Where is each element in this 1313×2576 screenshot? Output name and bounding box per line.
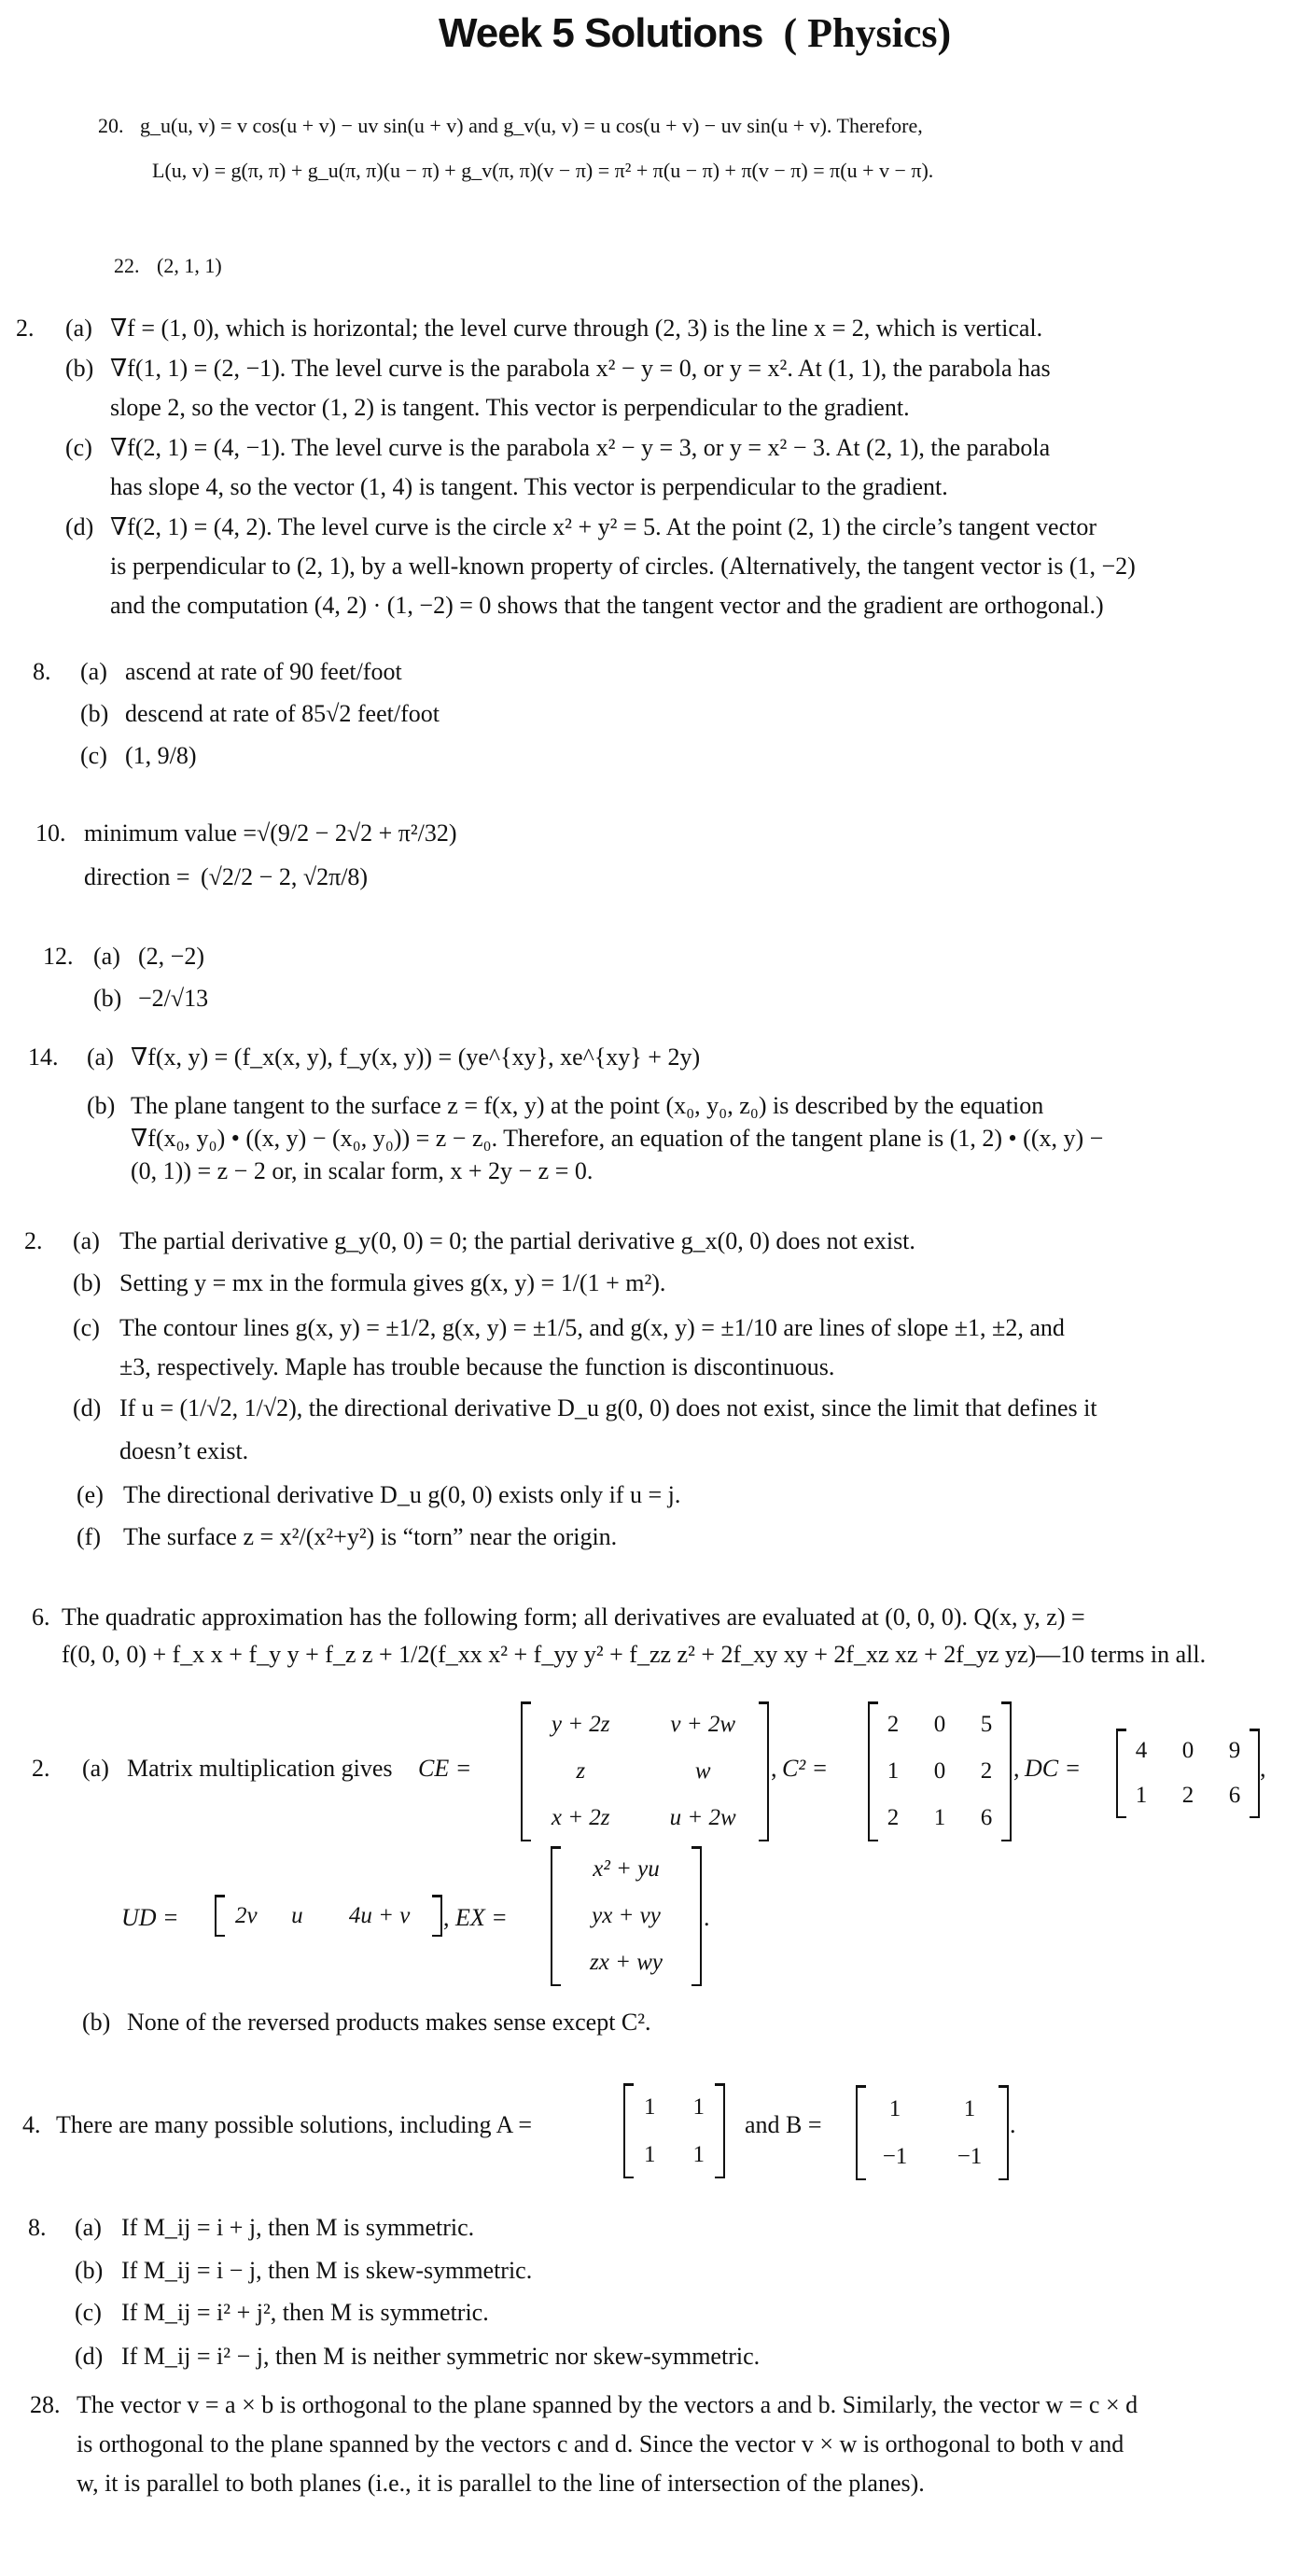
matrix-row (1118, 1773, 1258, 1818)
problem-line: The vector v = a × b is orthogonal to the plane spanned by the vectors a and b. Similarly, the vector w = c × d (77, 2391, 1138, 2418)
part-label: (a) (80, 658, 107, 685)
part-text: If M_ij = i − j, then M is skew-symmetric. (121, 2257, 533, 2284)
matrix-row (552, 1939, 700, 1986)
matrix-cell: 1 (644, 2141, 656, 2167)
part-label: (a) (82, 1755, 109, 1782)
matrix-cell: 1 (644, 2093, 656, 2120)
part-label: (b) (75, 2257, 104, 2284)
matrix-cell: 0 (933, 1712, 946, 1737)
problem-number: 12. (43, 943, 74, 970)
matrix-row (858, 2133, 1007, 2180)
part-line: If u = (1/√2, 1/√2), the directional derivative D_u g(0, 0) does not exist, since the limit that defines it (119, 1394, 1097, 1421)
matrix-cell: 2 (1181, 1783, 1194, 1808)
part-label: (e) (77, 1481, 104, 1508)
bracket-cap (1001, 1701, 1010, 1704)
part-text: None of the reversed products makes sense except C². (127, 2009, 651, 2036)
matrix-row (625, 2131, 723, 2178)
part-text: If M_ij = i² + j², then M is symmetric. (121, 2299, 489, 2326)
bracket-cap (432, 1895, 440, 1897)
bracket-cap (523, 1701, 531, 1704)
matrix-cell: u (291, 1902, 303, 1928)
matrix-cell: x² + yu (593, 1856, 660, 1882)
matrix-row (217, 1895, 440, 1937)
part-text: Matrix multiplication gives (127, 1755, 393, 1782)
matrix-cell: 2 (887, 1712, 900, 1737)
problem-line: f(0, 0, 0) + f_x x + f_y y + f_z z + 1/2(f_xx x² + f_yy y² + f_zz z² + 2f_xy xy + 2f_xz xz + 2f_yz yz)—10 terms in all. (62, 1641, 1207, 1668)
problem-number: 22. (114, 254, 140, 277)
bracket-cap (999, 2178, 1007, 2181)
part-line: The plane tangent to the surface z = f(x, y) at the point (x₀, y₀, z₀) is described by the equation (131, 1092, 1044, 1119)
bracket-cap (1001, 1840, 1010, 1842)
bracket-cap (759, 1840, 767, 1842)
matrix-cell: 2 (887, 1805, 900, 1830)
bracket-cap (552, 1846, 561, 1849)
part-label: (a) (87, 1043, 114, 1071)
part-text: descend at rate of 85√2 feet/foot (125, 700, 440, 727)
matrix-dc (1116, 1729, 1260, 1818)
part-line: ∇f(2, 1) = (4, 2). The level curve is the circle x² + y² = 5. At the point (2, 1) the circle’s tangent vector (110, 513, 1096, 540)
matrix-row (625, 2083, 723, 2131)
part-label: (d) (65, 513, 94, 540)
bracket-cap (715, 2177, 723, 2179)
part-label: (c) (65, 434, 92, 461)
matrix-cell: 1 (887, 1758, 900, 1784)
matrix-cell: 1 (933, 1805, 946, 1830)
part-line: and the computation (4, 2) · (1, −2) = 0 shows that the tangent vector and the gradient are orthogonal.) (110, 592, 1104, 619)
part-text: If M_ij = i² − j, then M is neither symmetric nor skew-symmetric. (121, 2343, 761, 2370)
direction-label: direction = (84, 863, 190, 890)
matrix-ex (551, 1846, 702, 1986)
part-text: (2, −2) (138, 943, 204, 970)
bracket-cap (217, 1895, 225, 1897)
part-text: If M_ij = i + j, then M is symmetric. (121, 2214, 475, 2241)
problem-line: is orthogonal to the plane spanned by the vectors c and d. Since the vector v × w is orthogonal to both v and (77, 2430, 1124, 2457)
bracket-cap (1250, 1816, 1258, 1819)
part-label: (c) (75, 2299, 102, 2326)
part-line: ∇f(1, 1) = (2, −1). The level curve is the parabola x² − y = 0, or y = x². At (1, 1), the parabola has (110, 355, 1051, 382)
bracket-cap (432, 1935, 440, 1938)
part-label: (b) (87, 1092, 116, 1119)
matrix-name-ce: CE = (418, 1755, 472, 1782)
part-label: (a) (93, 943, 120, 970)
part-line: ∇f(x₀, y₀) • ((x, y) − (x₀, y₀)) = z − z₀. Therefore, an equation of the tangent plane is (1, 2) • ((x, y) − (131, 1125, 1104, 1152)
bracket-cap (552, 1984, 561, 1987)
part-label: (f) (77, 1523, 101, 1550)
matrix-cell: 2 (980, 1758, 993, 1784)
bracket-cap (625, 2083, 634, 2086)
part-line: (0, 1)) = z − 2 or, in scalar form, x + 2y − z = 0. (131, 1157, 594, 1184)
matrix-row (552, 1846, 700, 1893)
part-text: ascend at rate of 90 feet/foot (125, 658, 402, 685)
matrix-row (858, 2085, 1007, 2133)
matrix-cell: zx + wy (590, 1950, 663, 1975)
min-value-label: minimum value = (84, 819, 258, 847)
part-text: (1, 9/8) (125, 742, 197, 769)
title-subject: ( Physics) (783, 10, 952, 56)
part-label: (b) (82, 2009, 111, 2036)
matrix-cell: z (576, 1758, 586, 1784)
matrix-row (552, 1893, 700, 1939)
problem-number: 2. (24, 1227, 43, 1254)
part-label: (b) (65, 355, 94, 382)
part-line: The partial derivative g_y(0, 0) = 0; the partial derivative g_x(0, 0) does not exist. (119, 1227, 915, 1254)
matrix-row (870, 1748, 1010, 1795)
matrix-row (870, 1701, 1010, 1748)
bracket-cap (858, 2085, 866, 2088)
matrix-cell: −1 (957, 2143, 983, 2169)
matrix-row (523, 1795, 767, 1841)
problem-number: 4. (22, 2111, 41, 2138)
problem-line: L(u, v) = g(π, π) + g_u(π, π)(u − π) + g_v(π, π)(v − π) = π² + π(u − π) + π(v − π) = π(u + v − π). (152, 159, 934, 182)
bracket-cap (1118, 1729, 1126, 1731)
matrix-cell: w (694, 1758, 711, 1784)
matrix-cell: 1 (692, 2141, 705, 2167)
problem-number: 14. (28, 1043, 59, 1071)
bracket-cap (691, 1984, 700, 1987)
problem-number: 20. (98, 114, 124, 137)
bracket-cap (1118, 1816, 1126, 1819)
part-line: ∇f(2, 1) = (4, −1). The level curve is the parabola x² − y = 3, or y = x² − 3. At (2, 1), the parabola (110, 434, 1051, 461)
matrix-cell: 1 (692, 2093, 705, 2120)
title-main: Week 5 Solutions (439, 10, 763, 56)
part-label: (a) (75, 2214, 102, 2241)
matrix-cell: −1 (882, 2143, 908, 2169)
part-line: ±3, respectively. Maple has trouble because the function is discontinuous. (119, 1353, 835, 1380)
problem-line: w, it is parallel to both planes (i.e., it is parallel to the line of intersection of the planes). (77, 2470, 925, 2497)
matrix-cell: u + 2w (669, 1805, 736, 1830)
matrix-cell: 5 (980, 1712, 993, 1737)
part-line: Setting y = mx in the formula gives g(x, y) = 1/(1 + m²). (119, 1269, 666, 1296)
bracket-cap (1250, 1729, 1258, 1731)
problem-text: There are many possible solutions, including A = (56, 2111, 533, 2138)
part-line: is perpendicular to (2, 1), by a well-known property of circles. (Alternatively, the tangent vector is (1, −2) (110, 553, 1136, 580)
problem-answer: (2, 1, 1) (157, 254, 222, 277)
problem-number: 8. (33, 658, 51, 685)
problem-number: 10. (35, 819, 66, 847)
matrix-row (1118, 1729, 1258, 1773)
matrix-row (523, 1748, 767, 1795)
part-line: ∇f(x, y) = (f_x(x, y), f_y(x, y)) = (ye^{xy}, xe^{xy} + 2y) (131, 1043, 701, 1071)
matrix-ud (215, 1895, 442, 1937)
bracket-cap (715, 2083, 723, 2086)
part-line: ∇f = (1, 0), which is horizontal; the level curve through (2, 3) is the line x = 2, which is vertical. (110, 315, 1043, 342)
matrix-row (870, 1795, 1010, 1841)
matrix-row (523, 1701, 767, 1748)
matrix-cell: yx + vy (592, 1903, 661, 1928)
matrix-cell: 1 (888, 2095, 901, 2121)
part-line: slope 2, so the vector (1, 2) is tangent. This vector is perpendicular to the gradient. (110, 394, 910, 421)
problem-line: g_u(u, v) = v cos(u + v) − uv sin(u + v) and g_v(u, v) = u cos(u + v) − uv sin(u + v). Therefore, (140, 114, 923, 137)
part-line: has slope 4, so the vector (1, 4) is tangent. This vector is perpendicular to the gradient. (110, 473, 948, 500)
matrix-cell: 0 (933, 1758, 946, 1784)
bracket-cap (858, 2178, 866, 2181)
bracket-cap (691, 1846, 700, 1849)
bracket-cap (870, 1840, 878, 1842)
matrix-cell: 2v (234, 1902, 258, 1928)
direction-value: (√2/2 − 2, √2π/8) (201, 863, 369, 890)
part-line: The contour lines g(x, y) = ±1/2, g(x, y) = ±1/5, and g(x, y) = ±1/10 are lines of slope ±1, ±2, and (119, 1314, 1065, 1341)
part-label: (c) (80, 742, 107, 769)
part-label: (b) (93, 985, 122, 1012)
problem-line: The quadratic approximation has the following form; all derivatives are evaluated at (0, 0, 0). Q(x, y, z) = (62, 1603, 1085, 1631)
bracket-cap (870, 1701, 878, 1704)
problem-number: 6. (32, 1603, 50, 1631)
matrix-cell: x + 2z (551, 1805, 610, 1830)
part-line: The directional derivative D_u g(0, 0) exists only if u = j. (123, 1481, 681, 1508)
part-label: (d) (73, 1394, 102, 1421)
bracket-cap (523, 1840, 531, 1842)
part-label: (a) (73, 1227, 100, 1254)
problem-number: 2. (32, 1755, 50, 1782)
matrix-cell: 1 (963, 2095, 976, 2121)
part-label: (b) (73, 1269, 102, 1296)
bracket-cap (759, 1701, 767, 1704)
matrix-cell: 4u + v (348, 1902, 411, 1928)
part-text: −2/√13 (138, 985, 209, 1012)
matrix-cell: 6 (980, 1805, 993, 1830)
part-line: doesn’t exist. (119, 1437, 249, 1464)
and-text: and B = (745, 2111, 822, 2138)
problem-number: 8. (28, 2214, 47, 2241)
matrix-name-ud: UD = (121, 1904, 179, 1931)
matrix-name-c2: C² = (782, 1755, 829, 1782)
part-label: (d) (75, 2343, 104, 2370)
matrix-cell: 1 (1135, 1783, 1148, 1808)
matrix-ce (521, 1701, 769, 1841)
bracket-cap (999, 2085, 1007, 2088)
problem-number: 2. (16, 315, 35, 342)
part-label: (c) (73, 1314, 100, 1341)
matrix-c2 (868, 1701, 1012, 1841)
part-label: (a) (65, 315, 92, 342)
part-label: (b) (80, 700, 109, 727)
matrix-name-dc: DC = (1025, 1755, 1082, 1782)
matrix-cell: y + 2z (551, 1712, 610, 1737)
part-line: The surface z = x²/(x²+y²) is “torn” near the origin. (123, 1523, 618, 1550)
page-title (439, 9, 951, 57)
matrix-cell: 4 (1135, 1738, 1148, 1763)
bracket-cap (625, 2177, 634, 2179)
matrix-a (623, 2083, 725, 2178)
matrix-b (856, 2085, 1009, 2180)
matrix-name-ex: EX = (455, 1904, 508, 1931)
problem-number: 28. (30, 2391, 61, 2418)
matrix-cell: 0 (1181, 1738, 1194, 1763)
min-value: √(9/2 − 2√2 + π²/32) (257, 819, 457, 847)
matrix-cell: 6 (1228, 1783, 1241, 1808)
matrix-cell: 9 (1228, 1738, 1241, 1763)
matrix-cell: v + 2w (670, 1712, 736, 1737)
bracket-cap (217, 1935, 225, 1938)
